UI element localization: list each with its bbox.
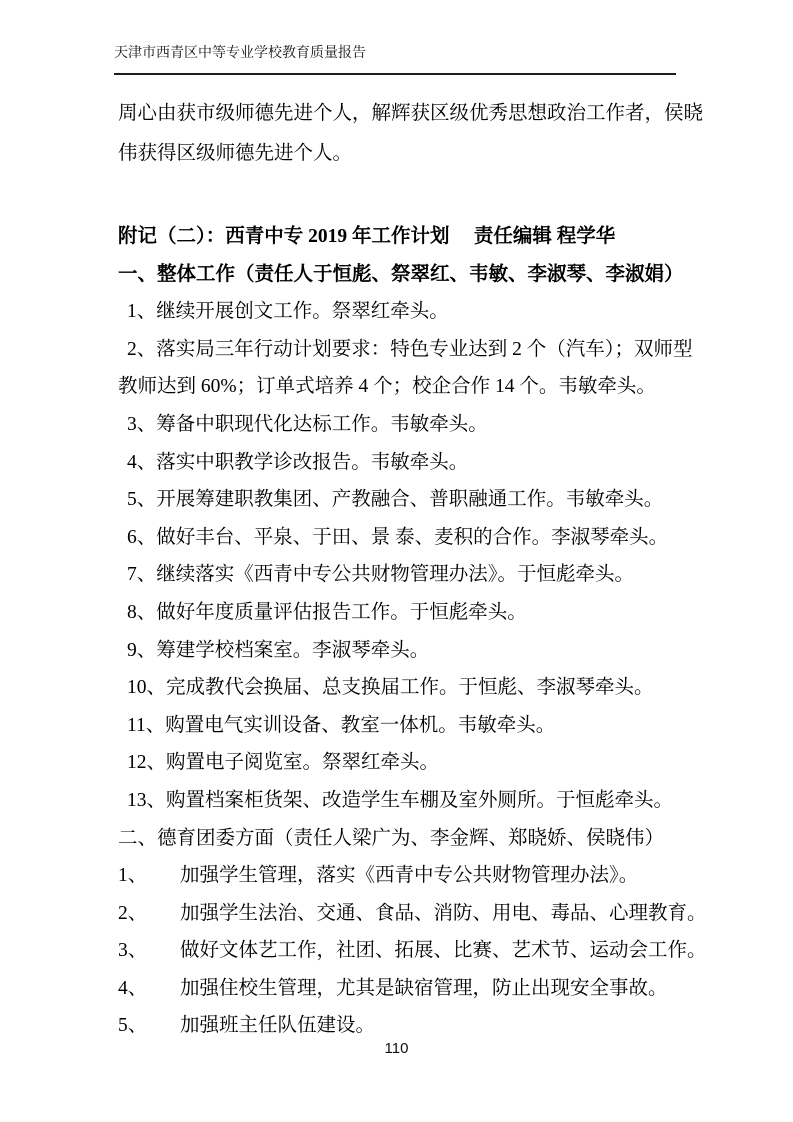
list-item-number: 2、	[118, 902, 148, 924]
list-item-number: 4、	[118, 977, 148, 999]
list-item	[118, 970, 678, 1008]
list-item: 5、开展筹建职教集团、产教融合、普职融通工作。韦敏牵头。	[127, 489, 664, 511]
page-number: 110	[384, 1040, 409, 1057]
list-item: 3、筹备中职现代化达标工作。韦敏牵头。	[127, 413, 488, 435]
running-header-title: 天津市西青区中等专业学校教育质量报告	[114, 46, 366, 61]
list-item: 11、购置电气实训设备、教室一体机。韦敏牵头。	[127, 714, 556, 736]
paragraph-line: 伟获得区级师德先进个人。	[118, 143, 353, 164]
list-item: 6、做好丰台、平泉、于田、景 泰、麦积的合作。李淑琴牵头。	[127, 526, 669, 548]
list-item: 9、筹建学校档案室。李淑琴牵头。	[127, 639, 430, 661]
header-divider-rule	[114, 73, 676, 75]
list-item-text: 做好文体艺工作，社团、拓展、比赛、艺术节、运动会工作。	[180, 940, 707, 962]
list-item-number: 5、	[118, 1015, 148, 1037]
intro-paragraph	[118, 94, 704, 174]
list-item: 13、购置档案柜货架、改造学生车棚及室外厕所。于恒彪牵头。	[127, 789, 674, 811]
list-item: 7、继续落实《西青中专公共财物管理办法》。于恒彪牵头。	[127, 564, 635, 586]
list-item: 12、购置电子阅览室。祭翠红牵头。	[127, 752, 440, 774]
list-item	[118, 895, 707, 933]
section2-heading: 二、德育团委方面（责任人梁广为、李金辉、郑晓娇、侯晓伟）	[118, 827, 665, 849]
list-item: 10、完成教代会换届、总支换届工作。于恒彪、李淑琴牵头。	[127, 677, 654, 699]
list-item: 4、落实中职教学诊改报告。韦敏牵头。	[127, 451, 469, 473]
list-item-number: 1、	[118, 865, 148, 887]
list-item-text: 加强学生管理，落实《西青中专公共财物管理办法》。	[180, 865, 639, 887]
list-item: 2、落实局三年行动计划要求：特色专业达到 2 个（汽车）；双师型	[127, 338, 693, 360]
plan-title: 附记（二）：西青中专 2019 年工作计划 责任编辑 程学华	[118, 226, 616, 247]
list-item-text: 加强学生法治、交通、食品、消防、用电、毒品、心理教育。	[180, 902, 707, 924]
list-item-continuation: 教师达到 60%；订单式培养 4 个；校企合作 14 个。韦敏牵头。	[118, 376, 656, 398]
list-item: 8、做好年度质量评估报告工作。于恒彪牵头。	[127, 601, 527, 623]
section1-heading: 一、整体工作（责任人于恒彪、祭翠红、韦敏、李淑琴、李淑娟）	[118, 263, 684, 285]
list-item-text: 加强班主任队伍建设。	[180, 1015, 376, 1037]
list-item-text: 加强住校生管理，尤其是缺宿管理，防止出现安全事故。	[180, 977, 668, 999]
work-plan	[118, 218, 707, 1045]
list-item	[118, 932, 707, 970]
list-item-number: 3、	[118, 940, 148, 962]
running-header	[114, 44, 676, 64]
page-footer	[0, 1038, 793, 1060]
list-item	[118, 857, 678, 895]
paragraph-line: 周心由获市级师德先进个人，解辉获区级优秀思想政治工作者，侯晓	[118, 103, 704, 124]
list-item: 1、继续开展创文工作。祭翠红牵头。	[127, 301, 449, 323]
